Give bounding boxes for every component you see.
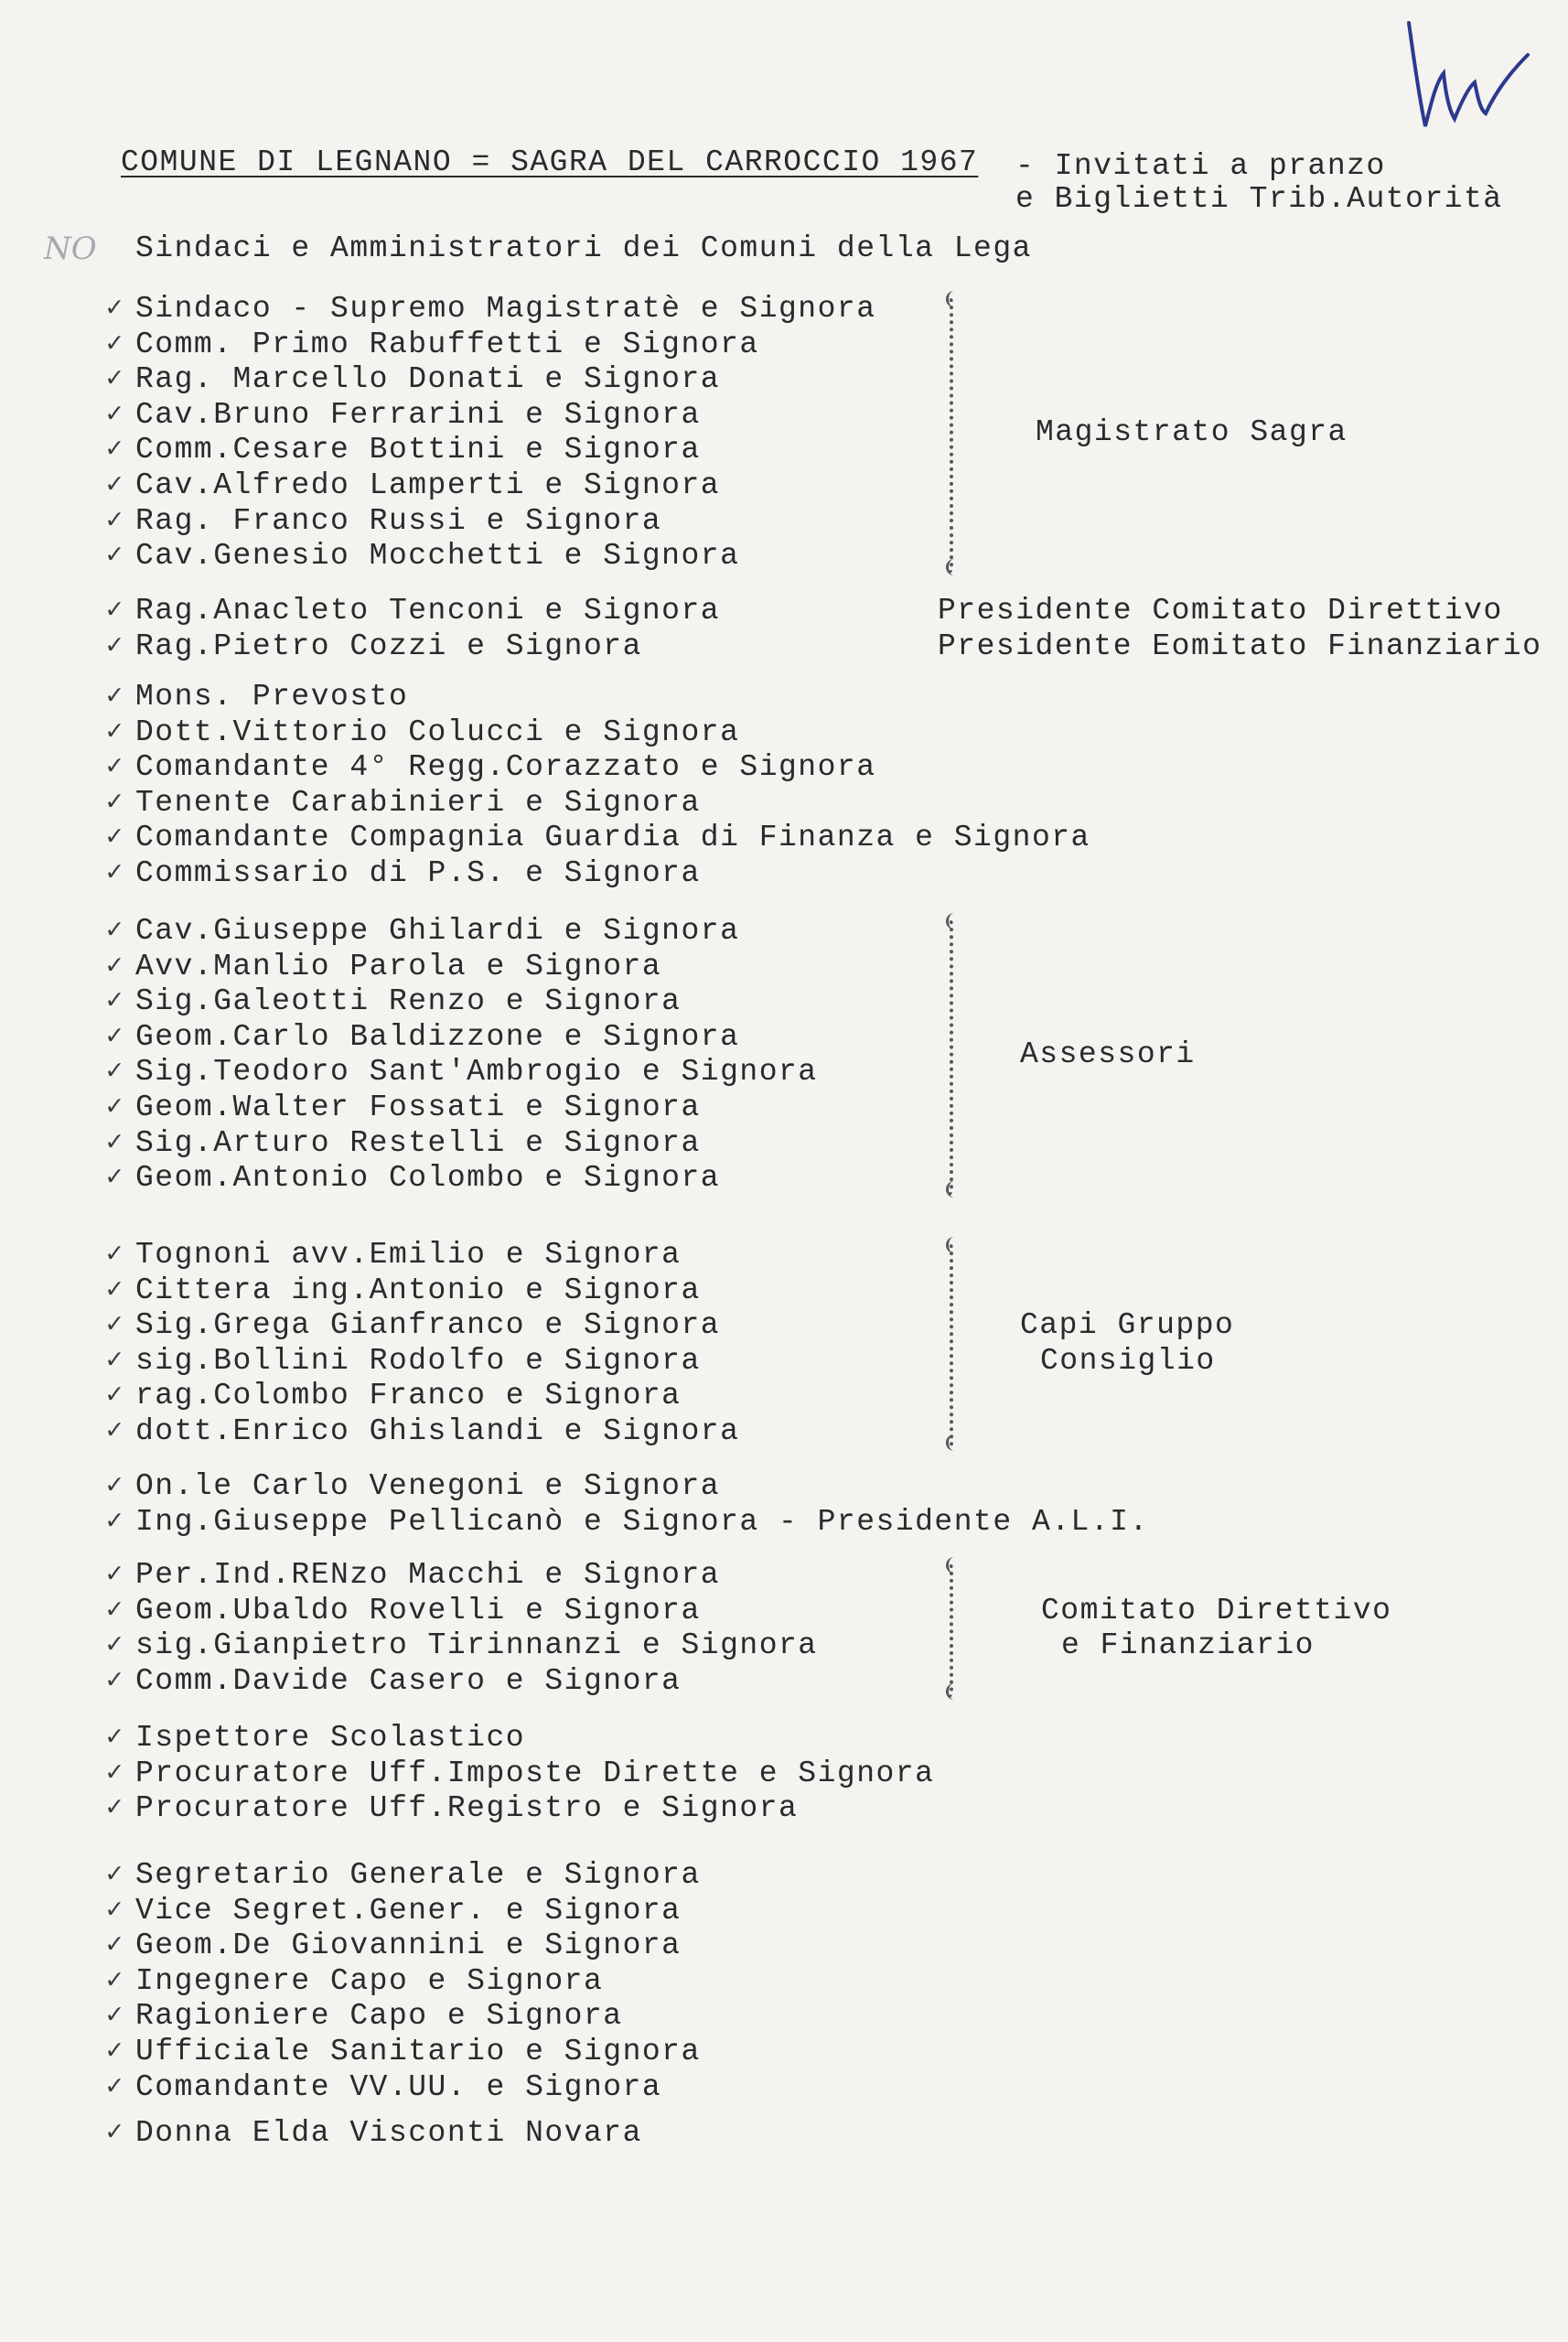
- invitee-entry: Segretario Generale e Signora: [135, 1858, 701, 1892]
- check-mark-icon: ✓: [106, 399, 124, 431]
- check-mark-icon: ✓: [106, 752, 124, 784]
- invitee-entry: Cav.Giuseppe Ghilardi e Signora: [135, 914, 740, 948]
- invitee-entry: Per.Ind.RENzo Macchi e Signora: [135, 1558, 721, 1592]
- check-mark-icon: ✓: [106, 1930, 124, 1962]
- invitee-entry: Cittera ing.Antonio e Signora: [135, 1273, 701, 1307]
- check-mark-icon: ✓: [106, 1416, 124, 1447]
- check-mark-icon: ✓: [106, 2071, 124, 2103]
- check-mark-icon: ✓: [106, 1793, 124, 1825]
- group-label: Magistrato Sagra: [1036, 415, 1348, 450]
- check-mark-icon: ✓: [106, 541, 124, 573]
- check-mark-icon: ✓: [106, 596, 124, 627]
- check-mark-icon: ✓: [106, 1057, 124, 1089]
- invitee-entry: Comm.Davide Casero e Signora: [135, 1663, 682, 1698]
- document-subtitle-line2: e Biglietti Trib.Autorità: [1015, 182, 1503, 216]
- check-mark-icon: ✓: [106, 1506, 124, 1538]
- invitee-entry: Mons. Prevosto: [135, 680, 409, 714]
- check-mark-icon: ✓: [106, 1723, 124, 1754]
- invitee-entry: Ragioniere Capo e Signora: [135, 1999, 623, 2034]
- invitee-entry: Comm.Cesare Bottini e Signora: [135, 433, 701, 467]
- group-brace: [940, 1242, 953, 1449]
- check-mark-icon: ✓: [106, 2001, 124, 2033]
- group-label: Comitato Direttivo: [1041, 1593, 1392, 1628]
- invitee-entry: Procuratore Uff.Imposte Dirette e Signora: [135, 1756, 935, 1790]
- invitee-entry: Rag.Anacleto Tenconi e Signora: [135, 594, 721, 628]
- check-mark-icon: ✓: [106, 1560, 124, 1591]
- check-mark-icon: ✓: [106, 1895, 124, 1927]
- group-label: Capi Gruppo: [1020, 1308, 1235, 1343]
- brace-bottom: [946, 1434, 960, 1451]
- invitee-entry: Ufficiale Sanitario e Signora: [135, 2035, 701, 2068]
- invitee-entry: sig.Gianpietro Tirinnanzi e Signora: [135, 1628, 818, 1663]
- invitee-entry: Geom.Carlo Baldizzone e Signora: [135, 1019, 740, 1054]
- role-note: Presidente Eomitato Finanziario: [938, 628, 1542, 663]
- check-mark-icon: ✓: [106, 1630, 124, 1662]
- group-label: e Finanziario: [1061, 1628, 1315, 1663]
- invitee-entry: Dott.Vittorio Colucci e Signora: [135, 714, 740, 749]
- check-mark-icon: ✓: [106, 435, 124, 467]
- check-mark-icon: ✓: [106, 822, 124, 854]
- invitee-entry: Vice Segret.Gener. e Signora: [135, 1893, 682, 1928]
- invitee-entry: Comandante Compagnia Guardia di Finanza e Signora: [135, 821, 1090, 855]
- invitee-entry: Tognoni avv.Emilio e Signora: [135, 1238, 682, 1272]
- check-mark-icon: ✓: [106, 630, 124, 662]
- invitee-entry: sig.Bollini Rodolfo e Signora: [135, 1343, 701, 1378]
- check-mark-icon: ✓: [106, 328, 124, 360]
- check-mark-icon: ✓: [106, 2118, 124, 2149]
- check-mark-icon: ✓: [106, 1965, 124, 1997]
- check-mark-icon: ✓: [106, 1127, 124, 1159]
- invitee-entry: Sig.Arturo Restelli e Signora: [135, 1125, 701, 1160]
- check-mark-icon: ✓: [106, 364, 124, 396]
- invitee-entry: Cav.Alfredo Lamperti e Signora: [135, 468, 721, 502]
- invitee-entry: rag.Colombo Franco e Signora: [135, 1379, 682, 1413]
- check-mark-icon: ✓: [106, 1471, 124, 1502]
- check-mark-icon: ✓: [106, 1310, 124, 1342]
- check-mark-icon: ✓: [106, 505, 124, 537]
- check-mark-icon: ✓: [106, 986, 124, 1018]
- check-mark-icon: ✓: [106, 951, 124, 983]
- check-mark-icon: ✓: [106, 294, 124, 325]
- invitee-entry: Comm. Primo Rabuffetti e Signora: [135, 327, 759, 361]
- brace-top: [946, 1237, 960, 1253]
- group-brace: [940, 296, 953, 574]
- invitee-entry: Cav.Bruno Ferrarini e Signora: [135, 397, 701, 432]
- invitee-entry: Comandante 4° Regg.Corazzato e Signora: [135, 750, 876, 785]
- check-mark-icon: ✓: [106, 858, 124, 889]
- group-label: Consiglio: [1040, 1343, 1216, 1378]
- invitee-entry: Commissario di P.S. e Signora: [135, 856, 701, 890]
- invitee-entry: Ingegnere Capo e Signora: [135, 1963, 604, 1998]
- check-mark-icon: ✓: [106, 787, 124, 819]
- check-mark-icon: ✓: [106, 1345, 124, 1377]
- check-mark-icon: ✓: [106, 716, 124, 748]
- invitee-entry: Rag.Pietro Cozzi e Signora: [135, 628, 642, 663]
- brace-bottom: [946, 1181, 960, 1198]
- group-brace: [940, 1563, 953, 1698]
- invitee-entry: Sig.Grega Gianfranco e Signora: [135, 1308, 721, 1343]
- invitee-entry: Procuratore Uff.Registro e Signora: [135, 1791, 799, 1826]
- check-mark-icon: ✓: [106, 1274, 124, 1306]
- check-mark-icon: ✓: [106, 1380, 124, 1413]
- check-mark-icon: ✓: [106, 1240, 124, 1271]
- margin-note: NO: [44, 231, 97, 267]
- check-mark-icon: ✓: [106, 470, 124, 501]
- invitee-entry: Geom.De Giovannini e Signora: [135, 1928, 682, 1963]
- invitee-entry: Sindaco - Supremo Magistratè e Signora: [135, 292, 876, 326]
- check-mark-icon: ✓: [106, 1860, 124, 1891]
- invitee-entry: dott.Enrico Ghislandi e Signora: [135, 1414, 740, 1448]
- brace-top: [946, 1557, 960, 1574]
- group-label: Assessori: [1020, 1037, 1196, 1072]
- document-title: COMUNE DI LEGNANO = SAGRA DEL CARROCCIO 1967: [121, 145, 979, 179]
- check-mark-icon: ✓: [106, 1665, 124, 1697]
- check-mark-icon: ✓: [106, 1595, 124, 1627]
- brace-bottom: [946, 559, 960, 575]
- invitee-entry: Sig.Teodoro Sant'Ambrogio e Signora: [135, 1055, 818, 1090]
- check-mark-icon: ✓: [106, 682, 124, 713]
- invitee-entry: Rag. Franco Russi e Signora: [135, 503, 662, 538]
- check-mark-icon: ✓: [106, 2036, 124, 2068]
- invitee-entry: Ispettore Scolastico: [135, 1721, 526, 1755]
- invitee-entry: Tenente Carabinieri e Signora: [135, 785, 701, 820]
- invitee-entry: Geom.Walter Fossati e Signora: [135, 1090, 701, 1124]
- brace-top: [946, 913, 960, 929]
- invitee-entry: Geom.Ubaldo Rovelli e Signora: [135, 1593, 701, 1628]
- invitee-entry: Avv.Manlio Parola e Signora: [135, 949, 662, 983]
- invitee-entry: Geom.Antonio Colombo e Signora: [135, 1161, 721, 1196]
- document-subtitle-line1: - Invitati a pranzo: [1015, 149, 1386, 183]
- invitee-entry: Cav.Genesio Mocchetti e Signora: [135, 539, 740, 574]
- check-mark-icon: ✓: [106, 916, 124, 947]
- brace-bottom: [946, 1683, 960, 1700]
- check-mark-icon: ✓: [106, 1021, 124, 1053]
- invitee-entry: On.le Carlo Venegoni e Signora: [135, 1469, 721, 1503]
- invitee-entry: Ing.Giuseppe Pellicanò e Signora - Presidente A.L.I.: [135, 1504, 1149, 1539]
- role-note: Presidente Comitato Direttivo: [938, 594, 1503, 628]
- invitee-entry: Rag. Marcello Donati e Signora: [135, 362, 721, 397]
- check-mark-icon: ✓: [106, 1092, 124, 1123]
- group-brace: [940, 919, 953, 1196]
- invitee-entry: Sig.Galeotti Renzo e Signora: [135, 984, 682, 1019]
- invitee-entry: Donna Elda Visconti Novara: [135, 2116, 642, 2150]
- brace-top: [946, 291, 960, 307]
- check-mark-icon: ✓: [106, 1163, 124, 1195]
- invitee-entry: Comandante VV.UU. e Signora: [135, 2069, 662, 2104]
- check-mark-icon: ✓: [106, 1757, 124, 1789]
- handwritten-signature-icon: [1391, 18, 1537, 137]
- intro-line: Sindaci e Amministratori dei Comuni della Lega: [135, 231, 1032, 265]
